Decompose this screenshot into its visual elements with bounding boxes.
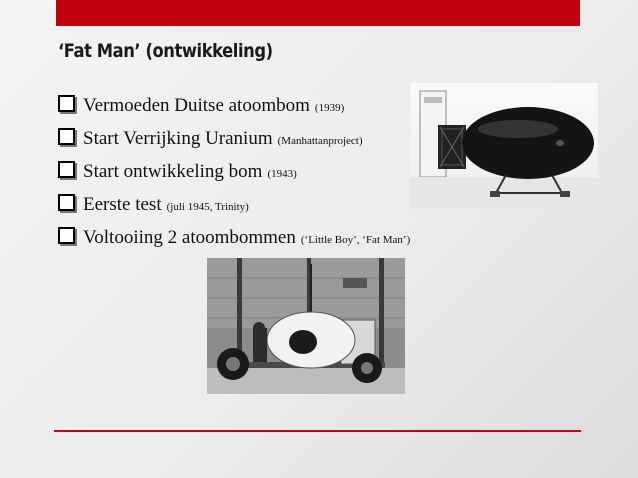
bullet-text: Voltooiing 2 atoombommen (83, 227, 296, 248)
bullet-item (58, 193, 410, 226)
bullet-text: Start Verrijking Uranium (83, 128, 273, 149)
bomb-illustration (410, 83, 598, 209)
bullet-text: Start ontwikkeling bom (83, 161, 263, 182)
checkbox-bullet-icon (58, 95, 75, 112)
checkbox-bullet-icon (58, 227, 75, 244)
bullet-note: (1939) (314, 102, 345, 114)
bullet-item (58, 127, 410, 160)
bullet-item (58, 226, 410, 259)
top-accent-bar (56, 0, 580, 26)
bullet-item (58, 94, 410, 127)
trailer-illustration (207, 258, 405, 394)
fat-man-bomb-photo (410, 83, 598, 209)
bottom-divider (54, 430, 581, 432)
checkbox-bullet-icon (58, 128, 75, 145)
checkbox-bullet-icon (58, 161, 75, 178)
bullet-note: (juli 1945, Trinity) (166, 201, 249, 213)
bullet-note: (‘Little Boy’, ‘Fat Man’) (300, 234, 411, 246)
bullet-text: Vermoeden Duitse atoombom (83, 95, 310, 116)
bullet-list (58, 94, 410, 259)
bullet-item (58, 160, 410, 193)
checkbox-bullet-icon (58, 194, 75, 211)
bomb-on-trailer-photo (207, 258, 405, 394)
bullet-text: Eerste test (83, 194, 162, 215)
slide-title: ‘Fat Man’ (ontwikkeling) (58, 40, 273, 62)
bullet-note: (Manhattanproject) (277, 135, 363, 147)
bullet-note: (1943) (267, 168, 297, 180)
